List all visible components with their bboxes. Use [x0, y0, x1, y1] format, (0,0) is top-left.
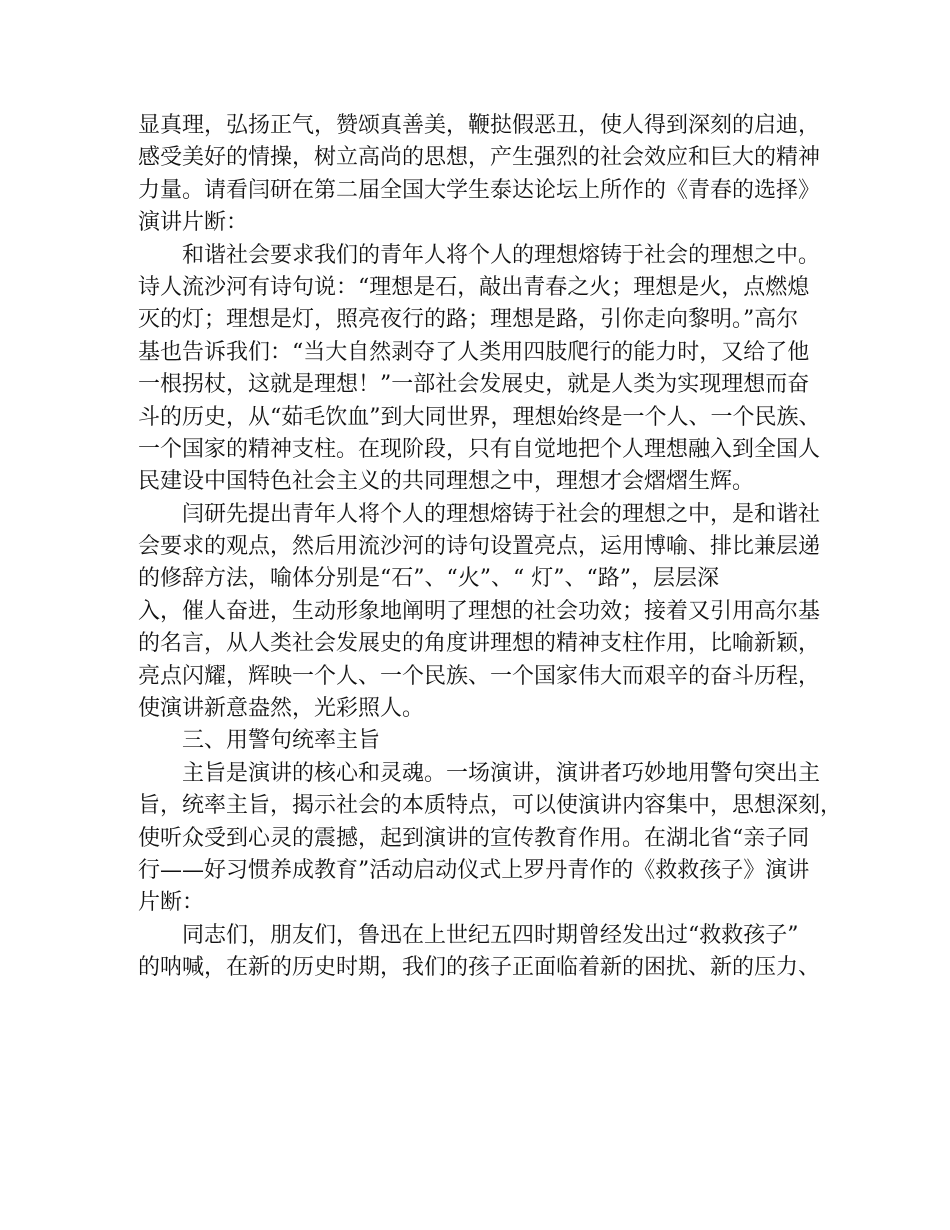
text-line: 的呐喊，在新的历史时期，我们的孩子正面临着新的困扰、新的压力、	[138, 955, 821, 981]
text-line: 基也告诉我们：“当大自然剥夺了人类用四肢爬行的能力时，又给了他	[138, 339, 810, 365]
text-line: 和谐社会要求我们的青年人将个人的理想熔铸于社会的理想之中。	[182, 242, 821, 268]
text-line: 的修辞方法，喻体分别是“石”、“火”、“ 灯”、“路”，层层深	[138, 566, 719, 592]
document-body	[138, 110, 843, 985]
text-line: 使听众受到心灵的震撼，起到演讲的宣传教育作用。在湖北省“亲子同	[138, 825, 810, 851]
text-line: 民建设中国特色社会主义的共同理想之中，理想才会熠熠生辉。	[138, 469, 755, 495]
text-line: 一根拐杖，这就是理想！”一部社会发展史，就是人类为实现理想而奋	[138, 372, 810, 398]
text-line: 的名言，从人类社会发展史的角度讲理想的精神支柱作用，比喻新颖，	[138, 631, 821, 657]
text-line: 使演讲新意盎然，光彩照人。	[138, 696, 425, 722]
text-line: 闫研先提出青年人将个人的理想熔铸于社会的理想之中，是和谐社	[182, 501, 821, 527]
text-line: 斗的历史，从“茹毛饮血”到大同世界，理想始终是一个人、一个民族、	[138, 404, 821, 430]
text-line: 片断：	[138, 890, 205, 916]
text-line: 会要求的观点，然后用流沙河的诗句设置亮点，运用博喻、排比兼层递	[138, 534, 821, 560]
text-line: 一个国家的精神支柱。在现阶段，只有自觉地把个人理想融入到全国人	[138, 436, 821, 462]
text-line: 显真理，弘扬正气，赞颂真善美，鞭挞假恶丑，使人得到深刻的启迪，	[138, 113, 821, 138]
text-line: 行——好习惯养成教育”活动启动仪式上罗丹青作的《救救孩子》演讲	[138, 857, 810, 883]
text-line: 灭的灯；理想是灯，照亮夜行的路；理想是路，引你走向黎明。”高尔	[138, 307, 799, 333]
text-line: 亮点闪耀，辉映一个人、一个民族、一个国家伟大而艰辛的奋斗历程，	[138, 663, 821, 689]
text-line: 旨，统率主旨，揭示社会的本质特点，可以使演讲内容集中，思想深刻，	[138, 793, 843, 819]
text-line: 同志们，朋友们，鲁迅在上世纪五四时期曾经发出过“救救孩子”	[182, 922, 799, 948]
text-line: 诗人流沙河有诗句说：“理想是石，敲出青春之火；理想是火，点燃熄	[138, 274, 810, 300]
text-line: 力量。请看闫研在第二届全国大学生泰达论坛上所作的《青春的选择》	[138, 177, 821, 203]
text-line: 入，催人奋进，生动形象地阐明了理想的社会功效；接着又引用高尔基	[138, 598, 821, 624]
text-line: 主旨是演讲的核心和灵魂。一场演讲，演讲者巧妙地用警句突出主	[182, 760, 821, 786]
text-line: 感受美好的情操，树立高尚的思想，产生强烈的社会效应和巨大的精神	[138, 145, 821, 171]
text-line: 演讲片断：	[138, 210, 249, 236]
text-line: 三、用警句统率主旨	[182, 728, 381, 754]
